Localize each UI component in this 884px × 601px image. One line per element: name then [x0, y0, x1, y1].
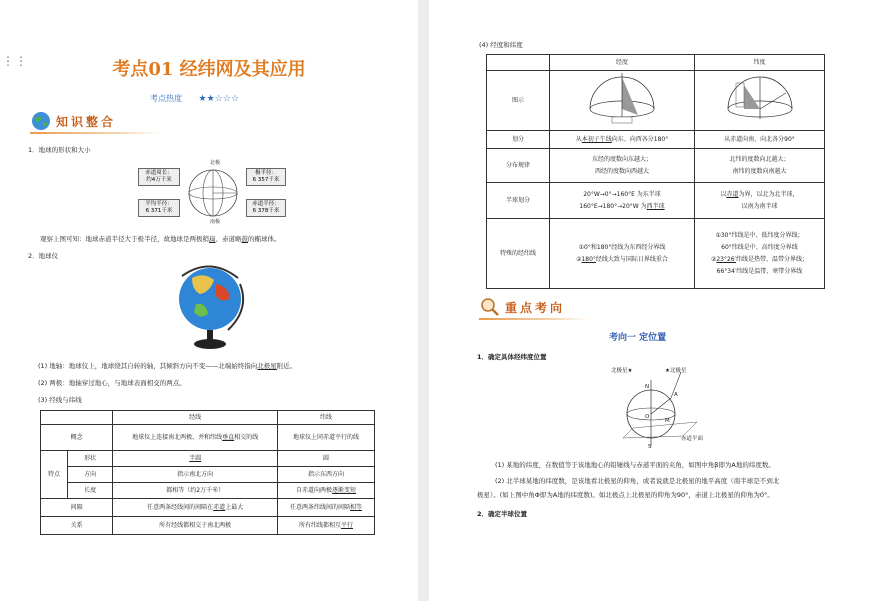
south-pole-label: 南极 [210, 219, 221, 225]
section-title: 知识整合 [56, 114, 117, 129]
cell-latitude-special [695, 219, 825, 289]
point-m: M [665, 418, 670, 424]
axis-text-a: (1) 地轴：地球仪上，地球绕其自转的轴，其倾斜方向不变——北端始终指向 [38, 362, 258, 370]
lat-special-1: ①30°纬线是中、低纬度分界线； [715, 231, 804, 239]
subheading-earth-shape: 1．地球的形状和大小 [28, 146, 91, 154]
mean-radius-box: 平均半径： 6 371千米 [138, 199, 180, 217]
cell-latitude-figure [695, 71, 825, 131]
row-label-shape: 形状 [68, 451, 113, 467]
lon-hemi-2b: 西半球 [646, 202, 665, 210]
lat-dist-1: 北纬的度数向北越大； [729, 155, 790, 163]
lon-hemi-1: 20°W→0°→160°E 为东半球 [583, 190, 661, 198]
point-o: O [645, 414, 650, 420]
section-title: 重点考向 [505, 300, 566, 315]
lon-division-c: 向东、向西各分180° [611, 135, 669, 143]
obs-text-c: 、赤道略 [215, 235, 242, 243]
lat-special-3b: 23°26′ [716, 255, 736, 263]
lon-dist-1: 东经的度数向东越大； [591, 155, 652, 163]
subheading-hemisphere: 2．确定半球位置 [477, 510, 528, 518]
north-pole-label: 北极 [210, 160, 221, 166]
row-label-direction: 方向 [68, 467, 113, 483]
header-longitude: 经度 [550, 55, 695, 71]
paragraph-poles: (2) 两极：地轴穿过地心，与地球表面相交的两点。 [38, 379, 186, 387]
meridian-concept-c: 相交的线 [234, 433, 259, 441]
parallel-relation-a: 所有纬线都相互 [299, 521, 342, 529]
row-label-hemisphere: 半球划分 [487, 183, 550, 219]
obs-text-a: 观察上图可知：地球赤道半径大于极半径，故地球是两极稍 [40, 235, 209, 243]
section-heading-knowledge [30, 110, 116, 132]
point-s: S [648, 444, 652, 450]
lon-special-2c: 经线大致与国际日界线重合 [595, 255, 668, 263]
header-parallel: 纬线 [278, 411, 375, 425]
paragraph-latitude-1: (1) 某地的纬度，在数值等于该地地心的铅锤线与赤道平面的夹角，如图中角β即为A地的纬度数。 [495, 461, 775, 469]
cell-meridian-direction: 指示南北方向 [113, 467, 278, 483]
lon-special-2a: ② [576, 255, 582, 263]
cell-longitude-figure [550, 71, 695, 131]
globe-photo [170, 264, 250, 354]
position-diagram [611, 362, 709, 454]
cell-longitude-hemisphere [550, 183, 695, 219]
polar-radius-box: 极半径： 6 357千米 [246, 168, 286, 186]
meridian-interval-c: 上最大 [225, 503, 244, 511]
row-label-distribution: 分布规律 [487, 149, 550, 183]
parallel-relation-b: 平行 [341, 521, 354, 529]
drag-handle-icon[interactable]: ⋮⋮ [2, 54, 28, 68]
lat-hemi-2: 以南为南半球 [741, 202, 778, 210]
paragraph-latitude-2b: 极星）。(如上图中角Φ即为A地的纬度数)。如北极点上北极星的仰角为90°，赤道上北极星的仰角为0°。 [477, 491, 774, 499]
equator-radius-box: 赤道半径： 6 378千米 [246, 199, 286, 217]
cell-parallel-direction: 指示东西方向 [278, 467, 375, 483]
lon-division-b: 本初子午线 [581, 135, 612, 143]
meridian-interval-a: 任意两条经线间的间隔在 [147, 503, 214, 511]
table-corner [487, 55, 550, 71]
lat-special-3c: 纬线是热带、温带分界线； [736, 255, 809, 263]
lon-special-2 [552, 254, 692, 266]
obs-text-e: 的椭球体。 [248, 235, 281, 243]
row-label-interval: 间隔 [41, 499, 113, 517]
subheading-globe: 2．地球仪 [28, 252, 59, 260]
header-meridian: 经线 [113, 411, 278, 425]
longitude-diagram [582, 71, 662, 125]
row-label-division: 划分 [487, 131, 550, 149]
cell-meridian-shape: 半圆 [113, 451, 278, 467]
cell-parallel-relation [278, 517, 375, 535]
left-page [0, 0, 418, 601]
header-latitude: 纬度 [695, 55, 825, 71]
obs-text-d: 鼓 [241, 235, 248, 243]
lat-hemi-a: 以 [720, 190, 727, 198]
meridian-concept-a: 地球仪上连接南北两极，并和纬线 [132, 433, 223, 441]
lat-dist-2: 南纬的度数向南越大 [732, 167, 787, 175]
paragraph-latitude-2a: (2) 北半球某地的纬度数，是该地看北极星的仰角，或者说就是北极星的地平高度（南半球是不到北 [495, 477, 780, 485]
row-label-concept: 概念 [41, 425, 113, 451]
parallel-interval-a: 任意两条纬线间的间隔 [290, 503, 351, 511]
lat-special-4: 66°34′纬线是温带、寒带分界线 [716, 267, 803, 275]
parallel-interval-b: 相等 [350, 503, 363, 511]
page-title: 考点01 经纬网及其应用 [112, 59, 306, 80]
cell-parallel-length [278, 483, 375, 499]
lat-special-2: 60°纬线是中、高纬度分界线 [721, 243, 798, 251]
subheading-exact-position: 1．确定具体经纬度位置 [477, 353, 547, 361]
cell-parallel-shape: 圆 [278, 451, 375, 467]
paragraph-axis [38, 361, 296, 370]
cell-latitude-division: 从赤道向南、向北各分90° [695, 131, 825, 149]
observation-text [40, 234, 281, 243]
cell-longitude-special [550, 219, 695, 289]
right-page [429, 0, 884, 601]
cell-meridian-length: 都相等（约2万千米） [113, 483, 278, 499]
hot-label: 考点热度 [150, 94, 182, 103]
row-label-special-lines: 特殊的经纬线 [487, 219, 550, 289]
lon-special-1: ①0°和180°经线为东西经分界线 [578, 243, 666, 251]
polaris-label-1: 北极星★ [611, 368, 633, 374]
cell-longitude-division [550, 131, 695, 149]
lat-hemi-c: 为界，以北为北半球， [738, 190, 799, 198]
subsection-title: 考向一 定位置 [609, 333, 667, 343]
section-underline [479, 318, 589, 320]
cell-latitude-hemisphere [695, 183, 825, 219]
polaris-label-2: ★北极星 [665, 368, 687, 374]
table-corner [41, 411, 113, 425]
lon-dist-2: 西经的度数向西越大 [594, 167, 649, 175]
meridian-concept-b: 垂直 [222, 433, 235, 441]
search-icon [479, 296, 501, 318]
equator-circumference-box: 赤道周长： 约4万千米 [138, 168, 180, 186]
obs-text-b: 扁 [209, 235, 216, 243]
section-underline [30, 132, 160, 134]
paragraph-lines: (3) 经线与纬线 [38, 396, 82, 404]
row-label-relation: 关系 [41, 517, 113, 535]
lon-hemi-2 [552, 201, 692, 213]
lon-division-a: 从 [575, 135, 582, 143]
lon-special-2b: 180° [581, 255, 596, 263]
hot-rating [150, 93, 239, 104]
cell-meridian-interval [113, 499, 278, 517]
cell-parallel-interval [278, 499, 375, 517]
row-label-length: 长度 [68, 483, 113, 499]
axis-text-b: 北极星 [257, 362, 277, 370]
longitude-latitude-table [486, 54, 825, 289]
cell-longitude-distribution [550, 149, 695, 183]
latitude-diagram [720, 71, 800, 125]
point-a: A [674, 392, 678, 398]
parallel-length-b: 逐渐变短 [332, 486, 357, 494]
cell-parallel-concept: 地球仪上同赤道平行的线 [278, 425, 375, 451]
row-label-figure: 图示 [487, 71, 550, 131]
axis-text-c: 附近。 [276, 362, 297, 370]
globe-icon [30, 110, 52, 132]
cell-meridian-relation: 所有经线都相交于南北两极 [113, 517, 278, 535]
cell-meridian-concept [113, 425, 278, 451]
paragraph-lon-lat: (4) 经度和纬度 [479, 41, 523, 49]
point-n: N [645, 384, 650, 390]
cell-latitude-distribution [695, 149, 825, 183]
star-rating-icon: ★★☆☆☆ [198, 94, 239, 104]
parallel-length-a: 自赤道向两极 [296, 486, 333, 494]
section-heading-focus [479, 296, 565, 318]
meridian-interval-b: 赤道 [213, 503, 226, 511]
row-group-features: 特点 [41, 451, 68, 499]
equator-plane-label: 赤道平面 [681, 436, 704, 442]
lat-special-3 [697, 254, 822, 266]
meridian-parallel-table [40, 410, 375, 535]
lat-special-3a: ② [710, 255, 717, 263]
lat-hemi-b: 赤道 [726, 190, 739, 198]
lon-hemi-2a: 160°E→180°→20°W 为 [579, 202, 647, 210]
lat-hemi-1 [697, 189, 822, 201]
